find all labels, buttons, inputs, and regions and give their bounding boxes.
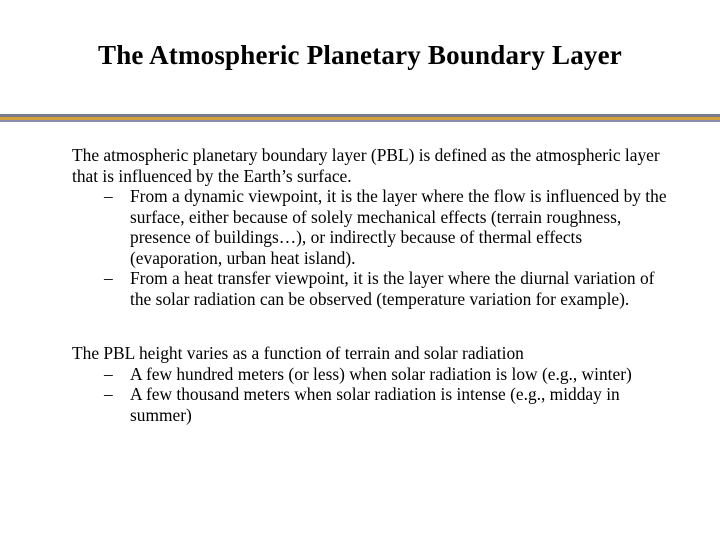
dash-bullet: – — [104, 268, 113, 288]
section-1-subpoints — [72, 186, 672, 309]
list-item — [72, 384, 672, 425]
list-item — [72, 364, 672, 385]
slide-body — [72, 145, 672, 425]
section-2-subpoints — [72, 364, 672, 426]
slide-title: The Atmospheric Planetary Boundary Layer — [98, 40, 622, 70]
subpoint-text: From a dynamic viewpoint, it is the layer where the flow is influenced by the surface, either because of solely mechanical effects (terrain roughness, presence of buildings…), or indirectly because of thermal effects (evaporation, urban heat island). — [130, 186, 667, 268]
subpoint-text: From a heat transfer viewpoint, it is the layer where the diurnal variation of the solar radiation can be observed (temperature variation for example). — [130, 268, 655, 309]
dash-bullet: – — [104, 363, 113, 384]
title-divider-blue — [0, 120, 720, 122]
list-item — [72, 268, 672, 309]
dash-bullet: – — [104, 186, 113, 206]
section-2-text: The PBL height varies as a function of terrain and solar radiation — [72, 343, 524, 363]
subpoint-text: A few hundred meters (or less) when solar radiation is low (e.g., winter) — [130, 363, 632, 384]
section-1-text: The atmospheric planetary boundary layer (PBL) is defined as the atmospheric layer that is influenced by the Earth’s surface. — [72, 145, 660, 186]
list-item — [72, 186, 672, 268]
subpoint-text: A few thousand meters when solar radiation is intense (e.g., midday in summer) — [130, 384, 620, 425]
dash-bullet: – — [104, 384, 113, 404]
section-spacer — [72, 309, 672, 343]
